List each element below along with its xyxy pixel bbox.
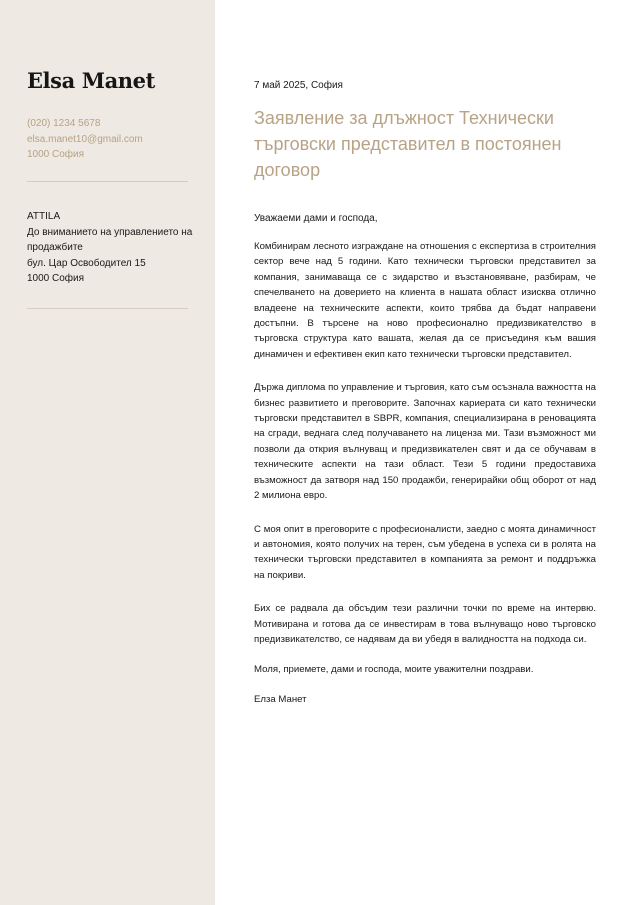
letter-signature: Елза Манет (254, 693, 307, 705)
paragraph: Държа диплома по управление и търговия, като съм осъзнала важността на бизнес развитието и преговорите. Започнах кариерата си като технически търговски представител в SBPR, компания, специализирана в реновацията на сгради, веднага след получаването на лиценза ми. Тази възможност ми позволи да открия вълнуващ и предизвикателен свят и да се обучавам в техническите аспекти на тази област. Тези 5 години предоставиха възможност да затворя над 150 продажби, генерирайки общ оборот от над 2 милиона евро. (254, 382, 596, 502)
sender-name: Elsa Manet (27, 68, 155, 93)
letter-subject: Заявление за длъжност Технически търговски представител в постоянен договор (254, 108, 562, 180)
recipient-attention: До вниманието на управлението на продажбите (27, 226, 193, 253)
sidebar (0, 0, 215, 905)
paragraph: С моя опит в преговорите с професионалисти, заедно с моята динамичност и автономия, която получих на терен, съм убедена в успеха си в ролята на технически търговски представител в компанията за ремонт и поддръжка на покриви. (254, 523, 596, 581)
sender-email: elsa.manet10@gmail.com (27, 133, 143, 145)
letter-closing: Моля, приемете, дами и господа, моите уважителни поздрави. (254, 664, 534, 676)
sender-phone: (020) 1234 5678 (27, 118, 101, 129)
sidebar-divider-top (27, 181, 188, 182)
letter-body (254, 80, 596, 705)
contact-info (27, 116, 207, 163)
paragraph: Комбинирам лесното изграждане на отношения с експертиза в строителния сектор вече над 5 години. Като технически търговски представител за компания, занимаваща се с зидарство и възстановяване, разбирам, че спечелването на доверието на клиента в нашата област изисква отлично владеене на техническите аспекти, които трябва да бъдат направени достъпни. В търсене на ново професионално предизвикателство в търговска структура като вашата, желая да се присъединя към вашия динамичен и ефективен екип като технически търговски представител. (254, 241, 596, 360)
letter-salutation: Уважаеми дами и господа, (254, 213, 378, 224)
letter-date: 7 май 2025, София (254, 80, 343, 91)
paragraph: Бих се радвала да обсъдим тези различни точки по време на интервю. Мотивирана и готова да се инвестирам в това вълнуващо ново търговско предизвикателство, се надявам да ви убедя в валидността на подхода си. (254, 603, 596, 645)
sidebar-divider-bottom (27, 308, 188, 309)
recipient-city: 1000 София (27, 273, 85, 284)
sender-city: 1000 София (27, 149, 85, 160)
recipient-street: бул. Цар Освободител 15 (27, 257, 146, 269)
recipient-company: ATTILA (27, 211, 61, 222)
recipient-block (27, 209, 207, 287)
